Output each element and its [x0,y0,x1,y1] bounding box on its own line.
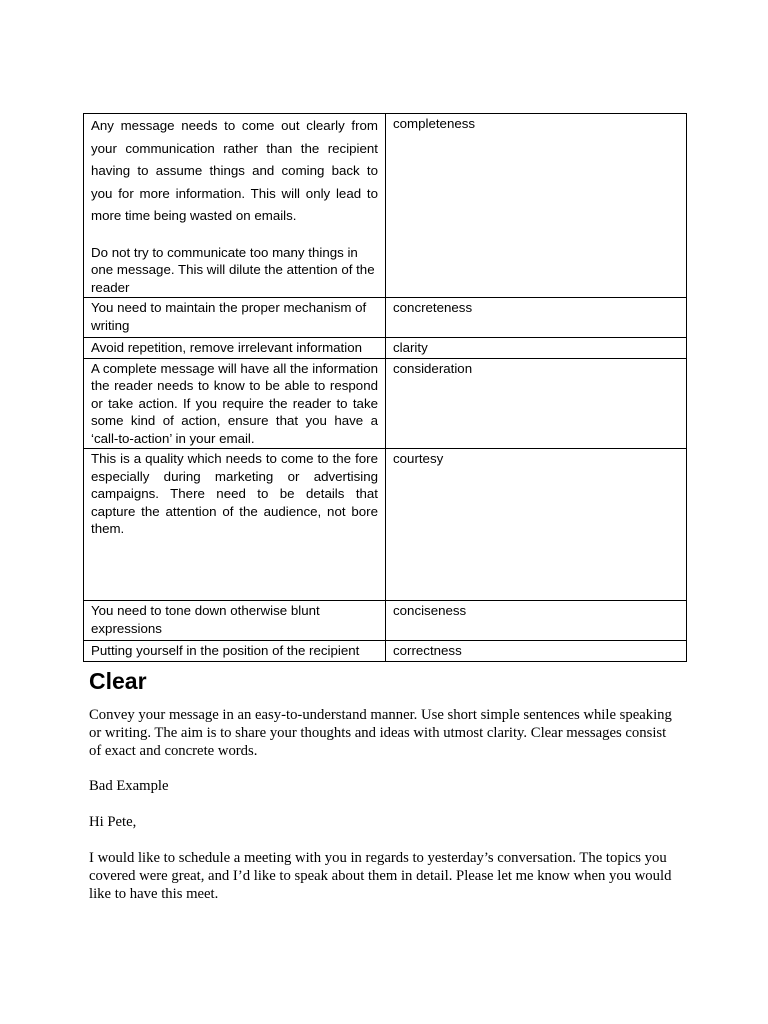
section-heading: Clear [89,668,147,694]
greeting-line: Hi Pete, [89,814,137,830]
table-row [84,601,687,641]
table-row [84,641,687,662]
table-row [84,358,687,449]
table-row [84,114,687,298]
table-cell-term: consideration [386,358,687,449]
table-cell-description [84,114,386,298]
table-cell-term: clarity [386,338,687,359]
bad-example-label: Bad Example [89,778,169,794]
table-cell-description: You need to tone down otherwise blunt expressions [84,601,386,641]
table-cell-description: Avoid repetition, remove irrelevant information [84,338,386,359]
table-row [84,338,687,359]
table-cell-term: correctness [386,641,687,662]
table-cell-description: This is a quality which needs to come to the fore especially during marketing or advertising campaigns. There need to be details that capture the attention of the audience, not bore them. [84,449,386,601]
table-row [84,449,687,601]
description-paragraph: Any message needs to come out clearly from your communication rather than the recipient having to assume things and coming back to you for more information. This will only lead to more time being wasted on emails. [91,118,378,223]
table-cell-description: Putting yourself in the position of the recipient [84,641,386,662]
table-cell-term: courtesy [386,449,687,601]
table-cell-description: A complete message will have all the information the reader needs to know to be able to respond or take action. If you require the reader to take some kind of action, ensure that you have a ‘call-to-action’ in your email. [84,358,386,449]
table-cell-description: You need to maintain the proper mechanism of writing [84,298,386,338]
table-cell-term: completeness [386,114,687,298]
table-row [84,298,687,338]
qualities-table [83,113,687,662]
intro-paragraph: Convey your message in an easy-to-understand manner. Use short simple sentences while speaking or writing. The aim is to share your thoughts and ideas with utmost clarity. Clear messages consist of exact and concrete words. [89,707,672,759]
description-paragraph: Do not try to communicate too many things in one message. This will dilute the attention of the reader [91,244,375,295]
table-cell-term: concreteness [386,298,687,338]
example-message: I would like to schedule a meeting with you in regards to yesterday’s conversation. The topics you covered were great, and I’d like to speak about them in detail. Please let me know when you would like to have this meet. [89,850,672,902]
table-cell-term: conciseness [386,601,687,641]
